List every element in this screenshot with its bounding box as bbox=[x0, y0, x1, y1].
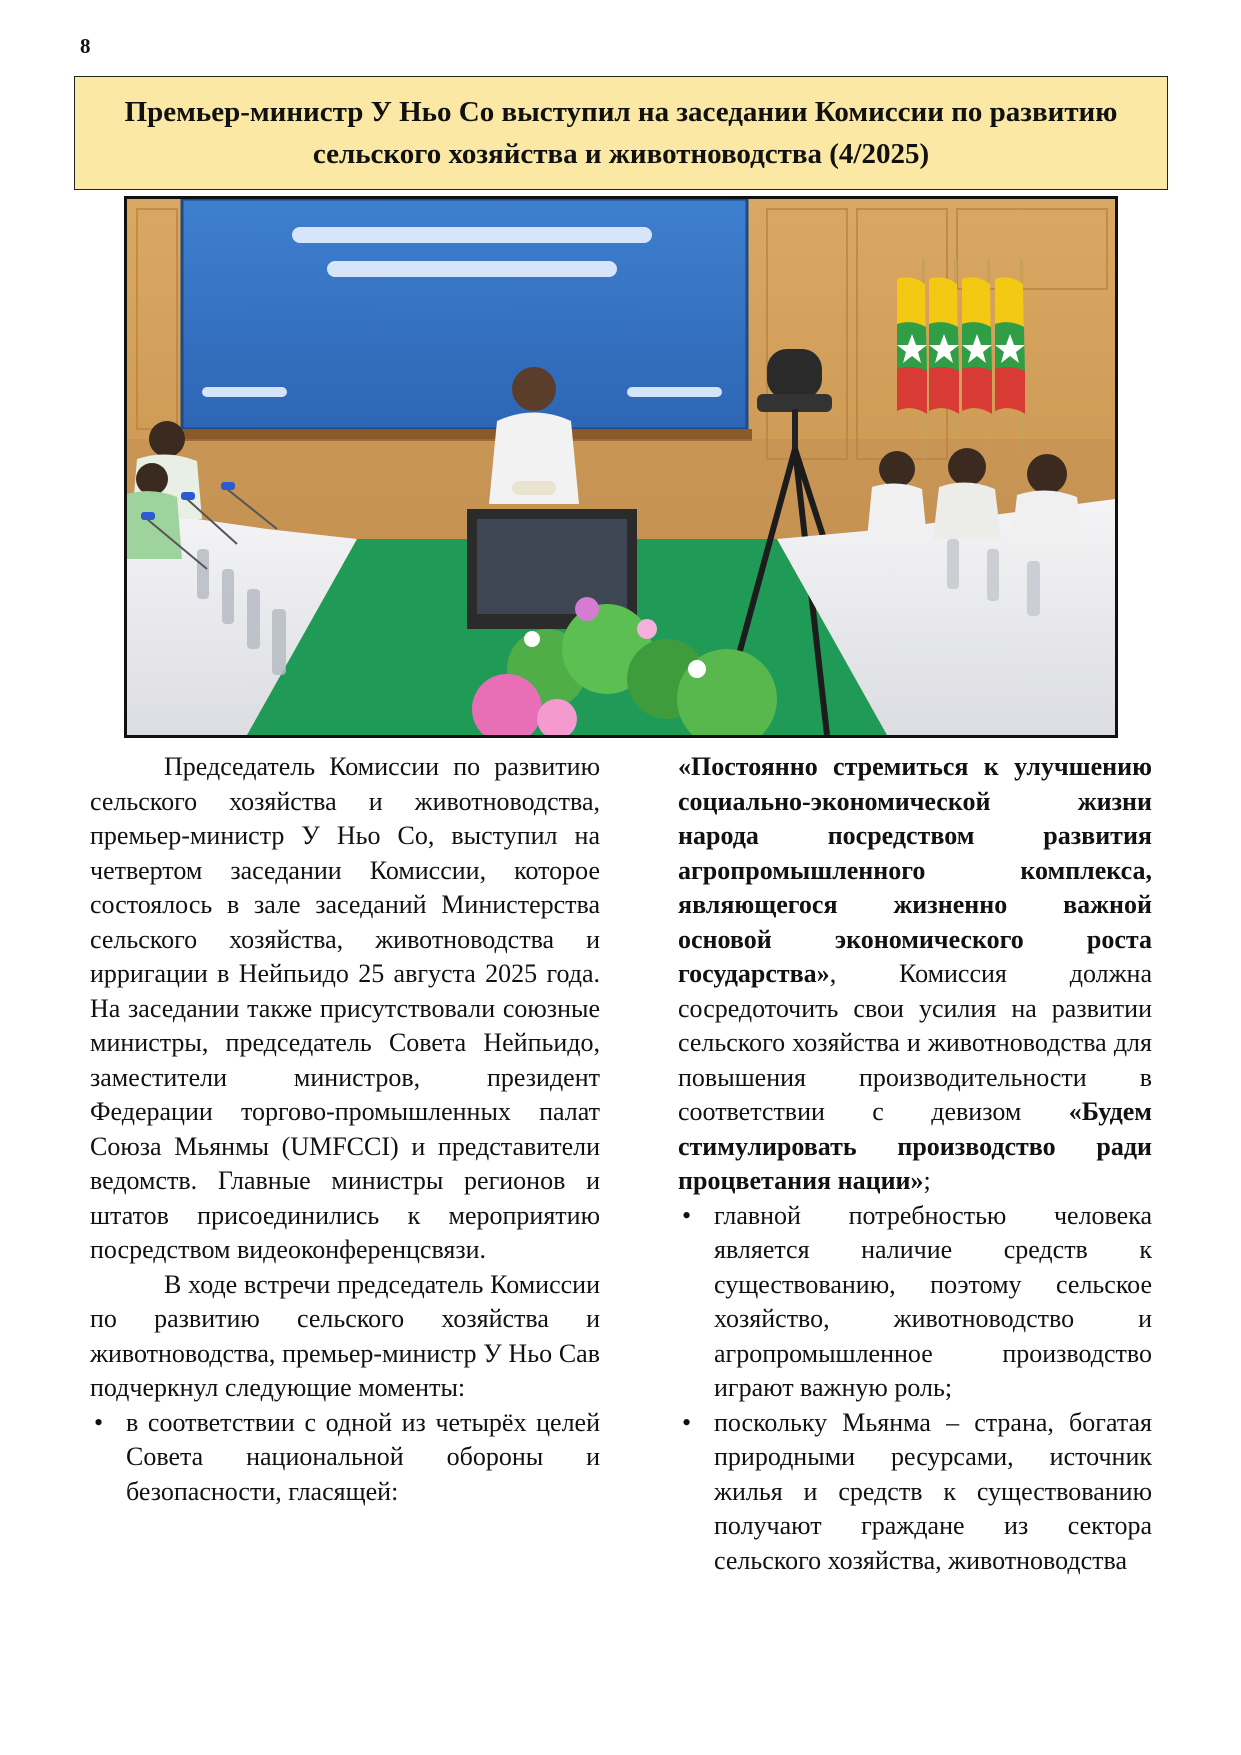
motto-text: «Будем стимулировать производство ради процветания нации» bbox=[678, 1097, 1152, 1195]
bullet-point-1: • в соответствии с одной из четырёх целей Совета национальной обороны и безопасности, гласящей: bbox=[90, 1406, 600, 1510]
motto-tail: ; bbox=[923, 1166, 931, 1195]
headline: Премьер-министр У Ньо Со выступил на заседании Комиссии по развитию сельского хозяйства и животноводства (4/2025) bbox=[124, 96, 1118, 170]
left-column bbox=[90, 750, 600, 1509]
points-list-left bbox=[90, 1406, 600, 1510]
page-number: 8 bbox=[80, 34, 91, 58]
quote-text: «Постоянно стремиться к улучшению социально-экономической жизни народа посредством развития агропромышленного комплекса, являющегося жизненно важной основой экономического роста государства» bbox=[678, 752, 1152, 988]
quote-continuation: , Комиссия должна сосредоточить свои усилия на развитии сельского хозяйства и животноводства для повышения производительности в соответствии с девизом bbox=[678, 959, 1152, 1126]
meeting-paragraph: В ходе встречи председатель Комиссии по развитию сельского хозяйства и животноводства, премьер-министр У Ньо Сав подчеркнул следующие моменты: bbox=[90, 1269, 600, 1402]
meeting-photo bbox=[124, 196, 1118, 738]
bullet-point-3: • поскольку Мьянма – страна, богатая природными ресурсами, источник жилья и средств к существованию получают граждане из сектора сельского хозяйства, животноводства bbox=[678, 1406, 1152, 1579]
right-column bbox=[678, 750, 1152, 1578]
quote-paragraph bbox=[678, 750, 1152, 1199]
intro-paragraph: Председатель Комиссии по развитию сельского хозяйства и животноводства, премьер-министр У Ньо Со, выступил на четвертом заседании Комиссии, которое состоялось в зале заседаний Министерства сельского хозяйства, животноводства и ирригации в Нейпьидо 25 августа 2025 года. На заседании также присутствовали союзные министры, председатель Совета Нейпьидо, заместители министров, президент Федерации торгово-промышленных палат Союза Мьянмы (UMFCCI) и представители ведомств. Главные министры регионов и штатов присоединились к мероприятию посредством видеоконференцсвязи. bbox=[90, 752, 600, 1264]
points-list-right bbox=[714, 1199, 1152, 1579]
headline-box bbox=[74, 76, 1168, 190]
bullet-point-2: • главной потребностью человека является наличие средств к существованию, поэтому сельское хозяйство, животноводство и агропромышленное производство играют важную роль; bbox=[678, 1199, 1152, 1406]
